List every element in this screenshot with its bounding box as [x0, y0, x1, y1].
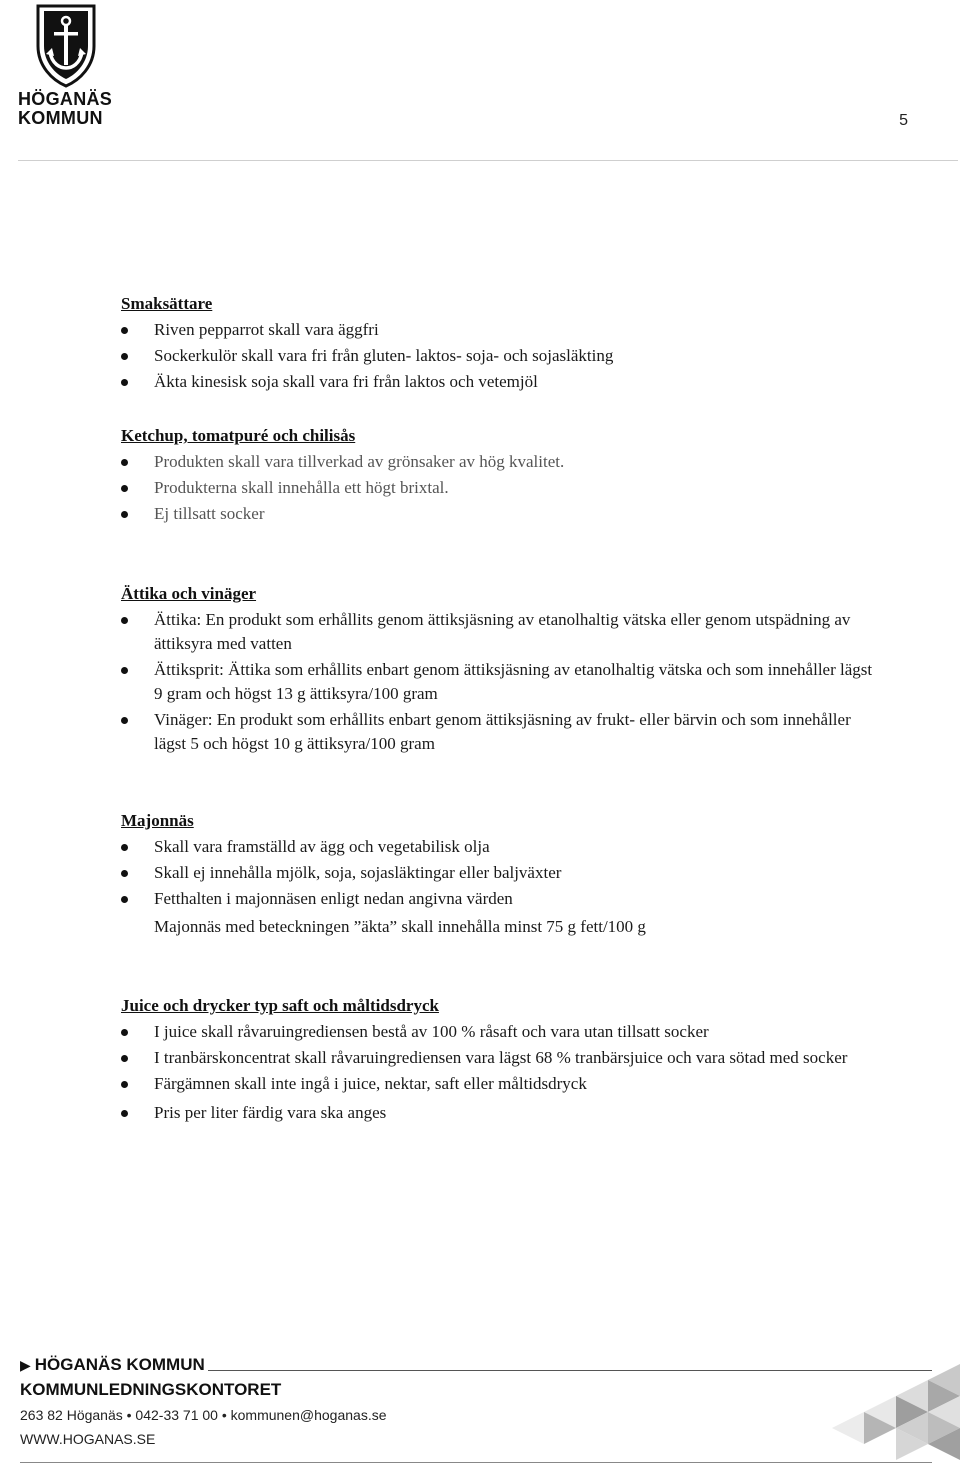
- footer-website-link[interactable]: WWW.HOGANAS.SE: [20, 1431, 156, 1447]
- footer-contact: 263 82 Höganäs • 042-33 71 00 • kommunen@hoganas.se: [20, 1407, 387, 1423]
- bullet-icon: [121, 511, 128, 518]
- bullet-list: [121, 608, 881, 756]
- footer-department: KOMMUNLEDNINGSKONTORET: [20, 1380, 282, 1399]
- footer-org: ▶ HÖGANÄS KOMMUN: [20, 1355, 205, 1374]
- section-heading: Ketchup, tomatpuré och chilisås: [121, 426, 356, 445]
- bullet-list: [121, 1020, 881, 1125]
- list-item: Riven pepparrot skall vara äggfri: [121, 318, 881, 342]
- header-divider: [18, 160, 958, 161]
- list-item: Produkterna skall innehålla ett högt brixtal.: [121, 476, 881, 500]
- section-majonnas: [121, 809, 881, 939]
- list-item: Sockerkulör skall vara fri från gluten- laktos- soja- och sojasläkting: [121, 344, 881, 368]
- bullet-icon: [121, 379, 128, 386]
- bullet-list: [121, 835, 881, 911]
- section-juice: [121, 994, 881, 1125]
- section-heading: Juice och drycker typ saft och måltidsdryck: [121, 996, 439, 1015]
- bullet-icon: [121, 485, 128, 492]
- list-item: Vinäger: En produkt som erhållits enbart genom ättiksjäsning av frukt- eller bärvin och som innehåller lägst 5 och högst 10 g ättiksyra/100 gram: [121, 708, 881, 756]
- page-number: 5: [899, 112, 908, 129]
- geometric-pattern-icon: [820, 1364, 960, 1460]
- bullet-icon: [121, 1081, 128, 1088]
- list-item: Fetthalten i majonnäsen enligt nedan angivna värden: [121, 887, 881, 911]
- list-item: Äkta kinesisk soja skall vara fri från laktos och vetemjöl: [121, 370, 881, 394]
- fat-content-note: Majonnäs med beteckningen ”äkta” skall innehålla minst 75 g fett/100 g: [154, 917, 646, 936]
- bullet-icon: [121, 667, 128, 674]
- arrow-right-icon: ▶: [20, 1357, 31, 1373]
- bullet-icon: [121, 844, 128, 851]
- list-item: Ättiksprit: Ättika som erhållits enbart genom ättiksjäsning av etanolhaltig vätska och som innehåller lägst 9 gram och högst 13 g ättiksyra/100 gram: [121, 658, 881, 706]
- list-item: Pris per liter färdig vara ska anges: [121, 1101, 881, 1125]
- bullet-icon: [121, 617, 128, 624]
- section-heading: Ättika och vinäger: [121, 584, 257, 603]
- bullet-icon: [121, 1110, 128, 1117]
- list-item: Produkten skall vara tillverkad av grönsaker av hög kvalitet.: [121, 450, 881, 474]
- list-item: Skall vara framställd av ägg och vegetabilisk olja: [121, 835, 881, 859]
- bullet-icon: [121, 1029, 128, 1036]
- bullet-icon: [121, 1055, 128, 1062]
- bullet-icon: [121, 353, 128, 360]
- footer-bottom-rule: [20, 1462, 932, 1463]
- list-item: I tranbärskoncentrat skall råvaruingrediensen vara lägst 68 % tranbärsjuice och vara sötad med socker: [121, 1046, 881, 1070]
- list-item: Ättika: En produkt som erhållits genom ättiksjäsning av etanolhaltig vätska eller genom utspädning av ättiksyra med vatten: [121, 608, 881, 656]
- list-item: Färgämnen skall inte ingå i juice, nektar, saft eller måltidsdryck: [121, 1072, 881, 1096]
- list-item: Skall ej innehålla mjölk, soja, sojasläktingar eller baljväxter: [121, 861, 881, 885]
- list-item: I juice skall råvaruingrediensen bestå av 100 % råsaft och vara utan tillsatt socker: [121, 1020, 881, 1044]
- bullet-icon: [121, 327, 128, 334]
- section-attika: [121, 582, 881, 756]
- section-heading: Majonnäs: [121, 811, 194, 830]
- logo-text: HÖGANÄS KOMMUN: [18, 89, 113, 128]
- section-heading: Smaksättare: [121, 294, 213, 313]
- bullet-icon: [121, 717, 128, 724]
- bullet-list: [121, 450, 881, 526]
- list-item: Ej tillsatt socker: [121, 502, 881, 526]
- anchor-crest-icon: [34, 2, 98, 88]
- bullet-list: [121, 318, 881, 394]
- section-smaksattare: [121, 292, 881, 394]
- municipality-logo: [18, 2, 122, 128]
- bullet-icon: [121, 896, 128, 903]
- bullet-icon: [121, 870, 128, 877]
- section-ketchup: [121, 424, 881, 526]
- page-footer: [0, 1352, 960, 1470]
- bullet-icon: [121, 459, 128, 466]
